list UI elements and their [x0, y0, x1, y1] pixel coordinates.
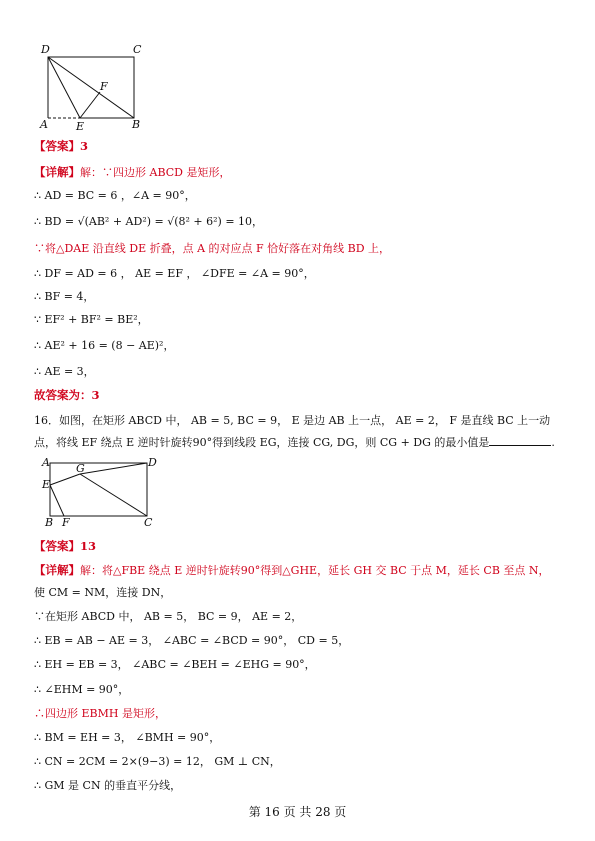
question-16-text: 16．如图，在矩形 ABCD 中， AB = 5, BC = 9， E 是边 AB 上一点， AE = 2， F 是直线 BC 上一动点，将线 EF 绕点 E 逆时针旋转90°得到线段 EG，连接 CG, DG，则 CG + DG 的最小值是 — [34, 414, 551, 449]
fig2-label-f: F — [62, 516, 70, 529]
q15-detail-line-8: ∴ AE = 3， — [34, 365, 95, 378]
page-footer: 第 16 页 共 28 页 — [248, 805, 347, 819]
fig1-label-a: A — [40, 118, 48, 131]
fig1-label-f: F — [100, 80, 108, 93]
fig2-label-g: G — [76, 462, 85, 475]
q15-detail-line-1: ∴ AD = BC = 6 ，∠A = 90°， — [34, 189, 196, 202]
fig1-label-d: D — [41, 43, 50, 56]
q16-detail-line-2: ∵在矩形 ABCD 中， AB = 5， BC = 9， AE = 2， — [34, 610, 303, 623]
fig2-label-a: A — [42, 456, 50, 469]
q15-detail-text-0: 解：∵四边形 ABCD 是矩形， — [80, 166, 231, 179]
fig2-label-b: B — [45, 516, 54, 529]
q15-conclusion: 故答案为：3 — [34, 388, 100, 402]
q16-detail-line-9: ∴ GM 是 CN 的垂直平分线， — [34, 779, 182, 792]
fig2-label-d: D — [148, 456, 157, 469]
q16-detail-line-1: 使 CM = NM，连接 DN， — [34, 586, 172, 599]
q15-detail-line-3: ∵将△DAE 沿直线 DE 折叠，点 A 的对应点 F 恰好落在对角线 BD 上， — [34, 242, 391, 255]
q15-detail-line-2: ∴ BD = √(AB² + AD²) = √(8² + 6²) = 10， — [34, 215, 264, 228]
q16-detail-line-0 — [34, 562, 550, 579]
q16-detail-line-8: ∴ CN = 2CM = 2×(9−3) = 12， GM ⊥ CN， — [34, 755, 281, 768]
q16-detail-line-5: ∴ ∠EHM = 90°， — [34, 683, 130, 696]
q16-detail-line-6: ∴四边形 EBMH 是矩形， — [34, 707, 166, 720]
question-16-end: . — [551, 436, 555, 449]
q16-answer-value: 13 — [80, 539, 97, 553]
fig1-label-b: B — [132, 118, 141, 131]
q16-detail-label: 【详解】 — [34, 563, 80, 577]
q16-detail-line-4: ∴ EH = EB = 3， ∠ABC = ∠BEH = ∠EHG = 90°， — [34, 658, 316, 671]
q16-detail-text-0: 解：将△FBE 绕点 E 逆时针旋转90°得到△GHE，延长 GH 交 BC 于点 M，延长 CB 至点 N， — [80, 564, 550, 577]
q16-answer — [34, 538, 96, 554]
q16-detail-line-3: ∴ EB = AB − AE = 3， ∠ABC = ∠BCD = 90°， CD = 5， — [34, 634, 350, 647]
q15-detail-line-5: ∴ BF = 4， — [34, 290, 95, 303]
fig1-label-e: E — [76, 120, 85, 133]
fig2-label-c: C — [144, 516, 153, 529]
q15-detail-line-4: ∴ DF = AD = 6 ， AE = EF ， ∠DFE = ∠A = 90°， — [34, 267, 315, 280]
q15-detail-line-6: ∵ EF² + BF² = BE²， — [34, 313, 149, 326]
q15-detail-label: 【详解】 — [34, 165, 80, 179]
q15-answer-value: 3 — [80, 139, 89, 153]
q15-detail-line-7: ∴ AE² + 16 = (8 − AE)²， — [34, 339, 175, 352]
q16-answer-label: 【答案】 — [34, 539, 80, 553]
fig1-label-c: C — [133, 43, 142, 56]
q16-detail-line-7: ∴ BM = EH = 3， ∠BMH = 90°， — [34, 731, 221, 744]
fig2-label-e: E — [42, 478, 51, 491]
q15-answer-label: 【答案】 — [34, 139, 80, 153]
